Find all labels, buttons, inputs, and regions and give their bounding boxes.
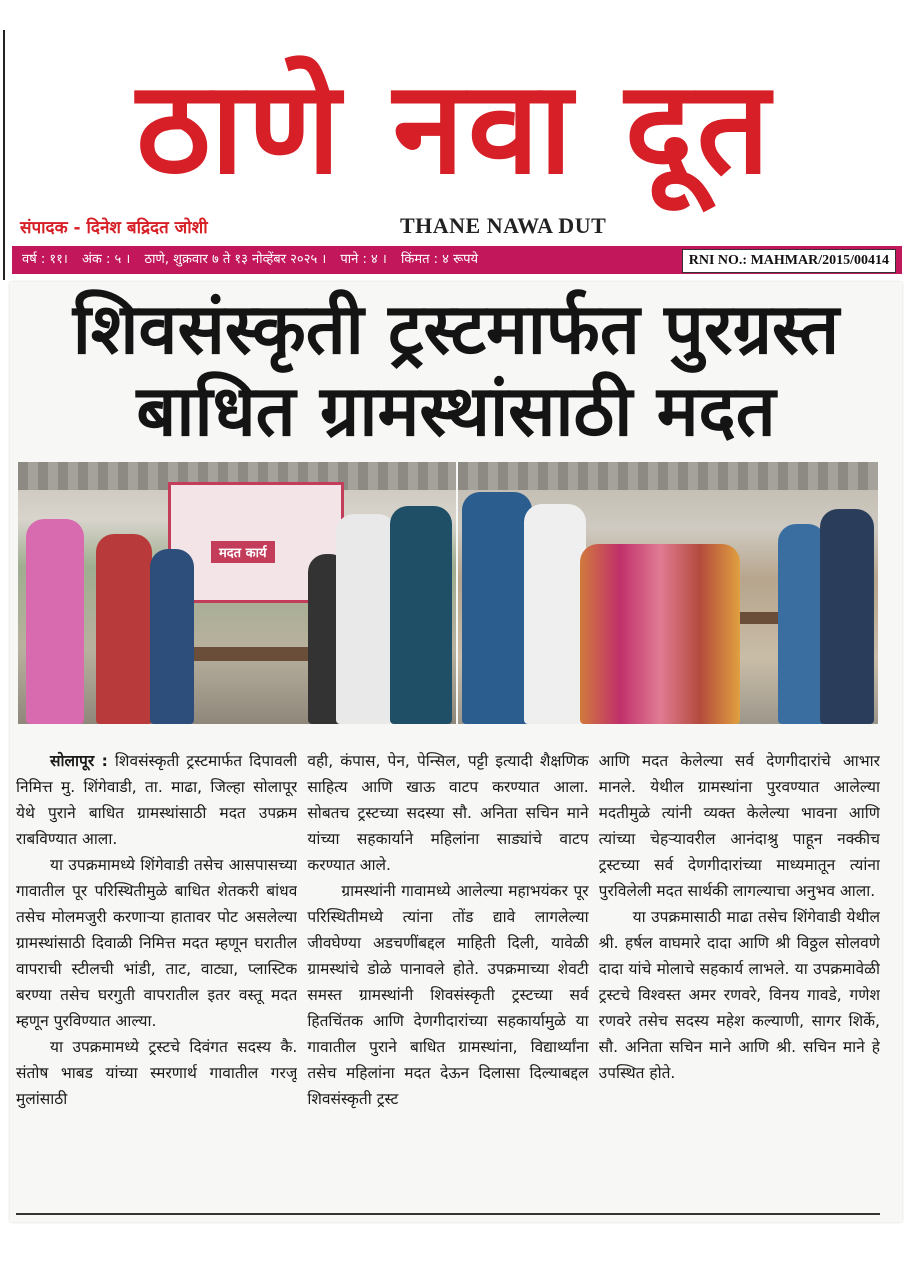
group-of-villagers bbox=[580, 544, 740, 724]
issue-year: वर्ष : ११। bbox=[22, 252, 68, 267]
rni-number: RNI NO.: MAHMAR/2015/00414 bbox=[682, 249, 896, 273]
article-body bbox=[16, 748, 880, 1210]
headline-line-2: बाधित ग्रामस्थांसाठी मदत bbox=[136, 370, 776, 452]
issue-info-bar bbox=[12, 246, 902, 274]
editor-label: संपादक - bbox=[20, 218, 87, 238]
article-column-3 bbox=[599, 748, 880, 1210]
issue-pages: पाने : ४ । bbox=[340, 252, 387, 267]
headline-line-1: शिवसंस्कृती ट्रस्टमार्फत पुरग्रस्त bbox=[72, 288, 840, 370]
editor-credit bbox=[20, 215, 208, 238]
issue-date: ठाणे, शुक्रवार ७ ते १३ नोव्हेंबर २०२५ । bbox=[144, 252, 327, 267]
distribution-table bbox=[173, 647, 323, 661]
english-title: THANE NAWA DUT bbox=[400, 213, 607, 238]
person-figure bbox=[150, 549, 194, 724]
article-photo-left bbox=[18, 462, 456, 724]
paragraph: वही, कंपास, पेन, पेन्सिल, पट्टी इत्यादी शैक्षणिक साहित्य आणि खाऊ वाटप करण्यात आला. सोबतच ट्रस्टच्या सदस्या सौ. अनिता सचिन माने यांच्या सहकार्याने महिलांना साड्यांचे वाटप करण्यात आले. bbox=[307, 752, 589, 874]
bottom-rule bbox=[16, 1213, 880, 1215]
paragraph: या उपक्रमामध्ये शिंगेवाडी तसेच आसपासच्या गावातील पूर परिस्थितीमुळे बाधित शेतकरी बांधव तसेच मोलमजुरी करणाऱ्या हातावर पोट असलेल्या ग्रामस्थांसाठी दिवाळी निमित्त मदत म्हणून घरातील वापराची स्टीलची भांडी, ताट, वाट्या, प्लास्टिक बरण्या तसेच घरगुती वापरातील इतर वस्तू मदत म्हणून पुरविण्यात आल्या. bbox=[16, 856, 298, 1030]
newspaper-masthead: ठाणे नवा दूत bbox=[136, 54, 774, 203]
dateline: सोलापूर : bbox=[50, 752, 108, 770]
paragraph: या उपक्रमामध्ये ट्रस्टचे दिवंगत सदस्य कै. संतोष भाबड यांच्या स्मरणार्थ गावातील गरजू मुलांसाठी bbox=[16, 1038, 298, 1108]
person-figure bbox=[96, 534, 152, 724]
tent-roof bbox=[458, 462, 878, 490]
paragraph: या उपक्रमासाठी माढा तसेच शिंगेवाडी येथील श्री. हर्षल वाघमारे दादा आणि श्री विठ्ठल सोलवणे दादा यांचे मोलाचे सहकार्य लाभले. या उपक्रमावेळी ट्रस्टचे विश्वस्त अमर रणवरे, विनय गावडे, गणेश रणवरे तसेच सदस्य महेश कल्याणी, सागर शिर्के, सौ. अनिता सचिन माने आणि श्री. सचिन माने हे उपस्थित होते. bbox=[598, 908, 880, 1082]
person-figure bbox=[336, 514, 396, 724]
paragraph: ग्रामस्थांनी गावामध्ये आलेल्या महाभयंकर पूर परिस्थितीमध्ये त्यांना तोंड द्यावे लागलेल्या जीवघेण्या अडचणींबद्दल माहिती दिली, यावेळी ग्रामस्थांचे डोळे पानावले होते. उपक्रमाच्या शेवटी समस्त ग्रामस्थांनी शिवसंस्कृती ट्रस्टच्या सर्व हितचिंतक आणि देणगीदारांच्या सहकार्यामुळे या गावातील पुराने बाधित ग्रामस्थांना, विद्यार्थ्यांना तसेच महिलांना मदत देऊन दिलासा दिल्याबद्दल शिवसंस्कृती ट्रस्ट bbox=[307, 882, 589, 1108]
banner-text: मदत कार्य bbox=[211, 541, 275, 563]
person-figure bbox=[524, 504, 586, 724]
paragraph: आणि मदत केलेल्या सर्व देणगीदारांचे आभार मानले. येथील ग्रामस्थांना पुरवण्यात आलेल्या मदतीमुळे त्यांनी व्यक्त केलेल्या भावना आणि त्यांच्या चेहऱ्यावरील आनंदाश्रु पाहून नक्कीच ट्रस्टच्या सर्व देणगीदारांच्या माध्यमातून त्यांना पुरविलेली मदत सार्थकी लागल्याचा अनुभव आला. bbox=[598, 752, 880, 900]
article-column-2 bbox=[307, 748, 588, 1210]
editor-name: दिनेश बद्रिदत जोशी bbox=[86, 218, 208, 238]
person-figure bbox=[820, 509, 874, 724]
paragraph-text: शिवसंस्कृती ट्रस्टमार्फत दिपावली निमित्त मु. शिंगेवाडी, ता. माढा, जिल्हा सोलापूर येथे पुराने बाधित ग्रामस्थांसाठी मदत उपक्रम राबविण्यात आला. bbox=[16, 752, 298, 848]
issue-price: किंमत : ४ रूपये bbox=[401, 252, 479, 267]
person-figure bbox=[778, 524, 826, 724]
article-photo-right bbox=[458, 462, 878, 724]
article-headline bbox=[10, 288, 902, 452]
paragraph bbox=[16, 748, 297, 852]
person-figure bbox=[390, 506, 452, 724]
issue-number: अंक : ५ । bbox=[81, 252, 131, 267]
person-figure bbox=[26, 519, 84, 724]
article-column-1 bbox=[16, 748, 297, 1210]
person-figure bbox=[462, 492, 532, 724]
